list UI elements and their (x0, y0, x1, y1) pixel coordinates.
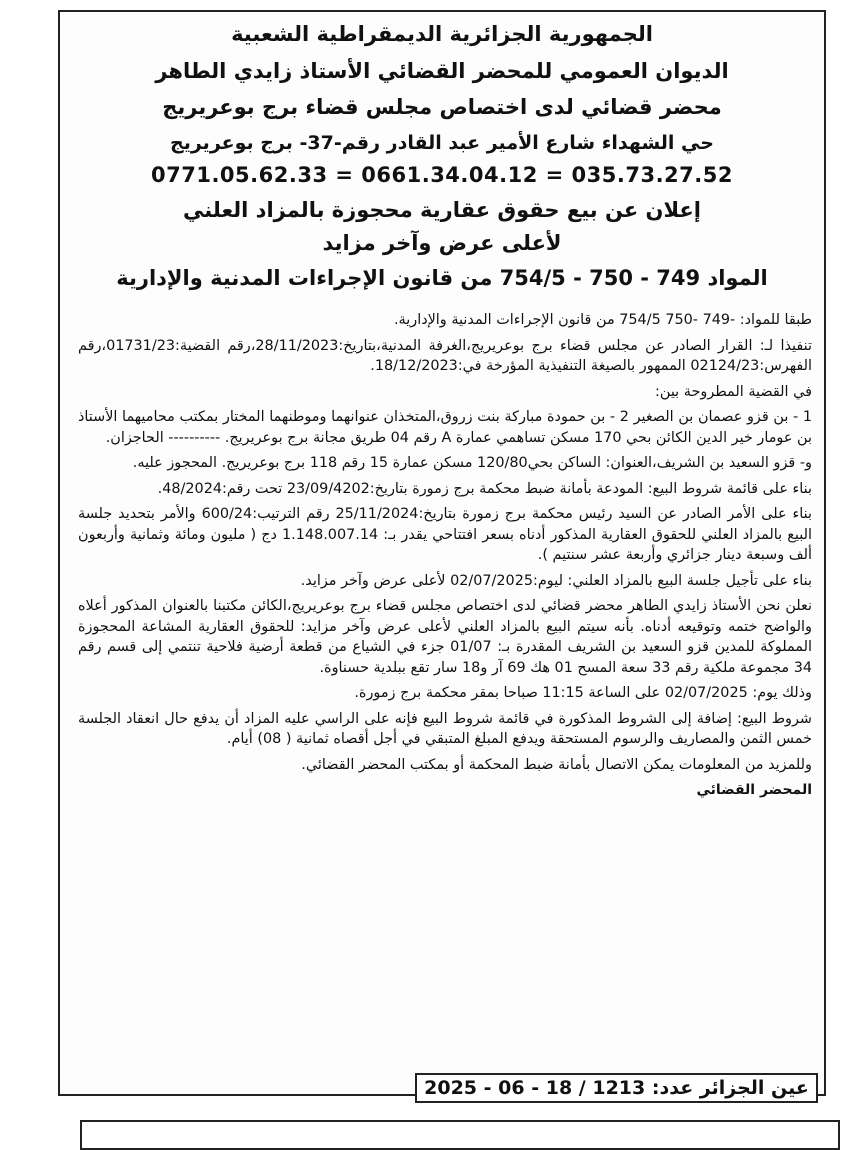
paragraph-sale-terms: شروط البيع: إضافة إلى الشروط المذكورة في قائمة شروط البيع فإنه على الراسي عليه المزاد أن يدفع حال انعقاد الجلسة خمس الثمن والمصاريف والرسوم المستحقة ويدفع المبلغ المتبقي في أجل أقصاه ثمانية ( 08) أيام. (78, 710, 812, 747)
legal-articles: المواد 749 - 750 - 754/5 من قانون الإجراءات المدنية والإدارية (116, 266, 768, 290)
office-title: الديوان العمومي للمحضر القضائي الأستاذ زايدي الطاهر (155, 59, 729, 83)
next-notice-frame (80, 1120, 840, 1150)
phone-numbers: 0771.05.62.33 = 0661.34.04.12 = 035.73.27.52 (151, 163, 733, 187)
paragraph-court-order: بناء على الأمر الصادر عن السيد رئيس محكمة برج زمورة بتاريخ:25/11/2024 رقم الترتيب:600/24 والأمر بتحديد جلسة البيع بالمزاد العلني للحقوق العقارية المذكور أدناه بسعر افتتاحي يقدر بـ: 1.148.007.14 دج ( مليون ومائة وثمانية وأربعون ألف وسبعة دينار جزائري وأربعة عشر سنتيم ). (78, 506, 812, 563)
paragraph-legal-basis: طبقا للمواد: -749 -750 754/5 من قانون الإجراءات المدنية والإدارية. (393, 312, 812, 328)
paragraph-sale-conditions-list: بناء على قائمة شروط البيع: المودعة بأمانة ضبط محكمة برج زمورة بتاريخ:23/09/4202 تحت رقم:48/2024. (157, 480, 812, 497)
signature-label: المحضر القضائي (696, 782, 812, 798)
notice-body (78, 310, 812, 801)
announcement-subtitle: لأعلى عرض وآخر مزايد (322, 231, 562, 255)
paragraph-contact: وللمزيد من المعلومات يمكن الاتصال بأمانة ضبط المحكمة أو بمكتب المحضر القضائي. (301, 756, 812, 773)
paragraph-case-intro: في القضية المطروحة بين: (655, 383, 812, 400)
paragraph-debtor: و- قزو السعيد بن الشريف،العنوان: الساكن بحي120/80 مسكن عمارة 15 رقم 118 برج بوعريريج. المحجوز عليه. (132, 455, 812, 471)
paragraph-postponement: بناء على تأجيل جلسة البيع بالمزاد العلني: ليوم:02/07/2025 لأعلى عرض وآخر مزايد. (300, 572, 812, 589)
paragraph-sale-date: وذلك يوم: 02/07/2025 على الساعة 11:15 صباحا بمقر محكمة برج زمورة. (354, 685, 812, 701)
republic-title: الجمهورية الجزائرية الديمقراطية الشعبية (231, 22, 653, 46)
paragraph-seizing-parties: 1 - بن قزو عصمان بن الصغير 2 - بن حمودة مباركة بنت زروق،المتخذان عنوانهما وموطنهما المختار بمكتب محاميهما الأستاذ بن عومار خير الدين الكائن بحي 170 مسكن تساهمي عمارة A رقم 04 طريق مجانة برج بوعريريج. ---------- الحاجزان. (78, 409, 812, 446)
office-address: حي الشهداء شارع الأمير عبد القادر رقم-37- برج بوعريريج (170, 132, 714, 154)
notice-header (60, 12, 824, 289)
paragraph-execution: تنفيذا لـ: القرار الصادر عن مجلس قضاء برج بوعريريج،الغرفة المدنية،بتاريخ:28/11/2023،رقم القضية:01731/23،رقم الفهرس:02124/23 الممهور بالصيغة التنفيذية المؤرخة في:18/12/2023. (78, 337, 812, 374)
court-title: محضر قضائي لدى اختصاص مجلس قضاء برج بوعريريج (162, 95, 722, 119)
paragraph-announcement: نعلن نحن الأستاذ زايدي الطاهر محضر قضائي لدى اختصاص مجلس قضاء برج بوعريريج،الكائن مكتبنا بالعنوان المذكور أعلاه والواضح ختمه وتوقيعه أدناه. بأنه سيتم البيع بالمزاد العلني لأعلى عرض وآخر مزايد: للحقوق العقارية المشاعة المحجوزة المملوكة للمدين قزو السعيد بن الشريف المقدرة بـ: 01/07 جزء في الشياع من قطعة أرضية فلاحية تنتمي إلى قسم رقم 34 مجموعة ملكية رقم 33 سعة المسح 01 هك 69 آر و18 سار تقع ببلدية حسناوة. (78, 598, 812, 676)
legal-notice (58, 10, 826, 1096)
announcement-title: إعلان عن بيع حقوق عقارية محجوزة بالمزاد العلني (183, 198, 701, 222)
publication-reference: عين الجزائر عدد: 1213 / 18 - 06 - 2025 (415, 1073, 818, 1103)
